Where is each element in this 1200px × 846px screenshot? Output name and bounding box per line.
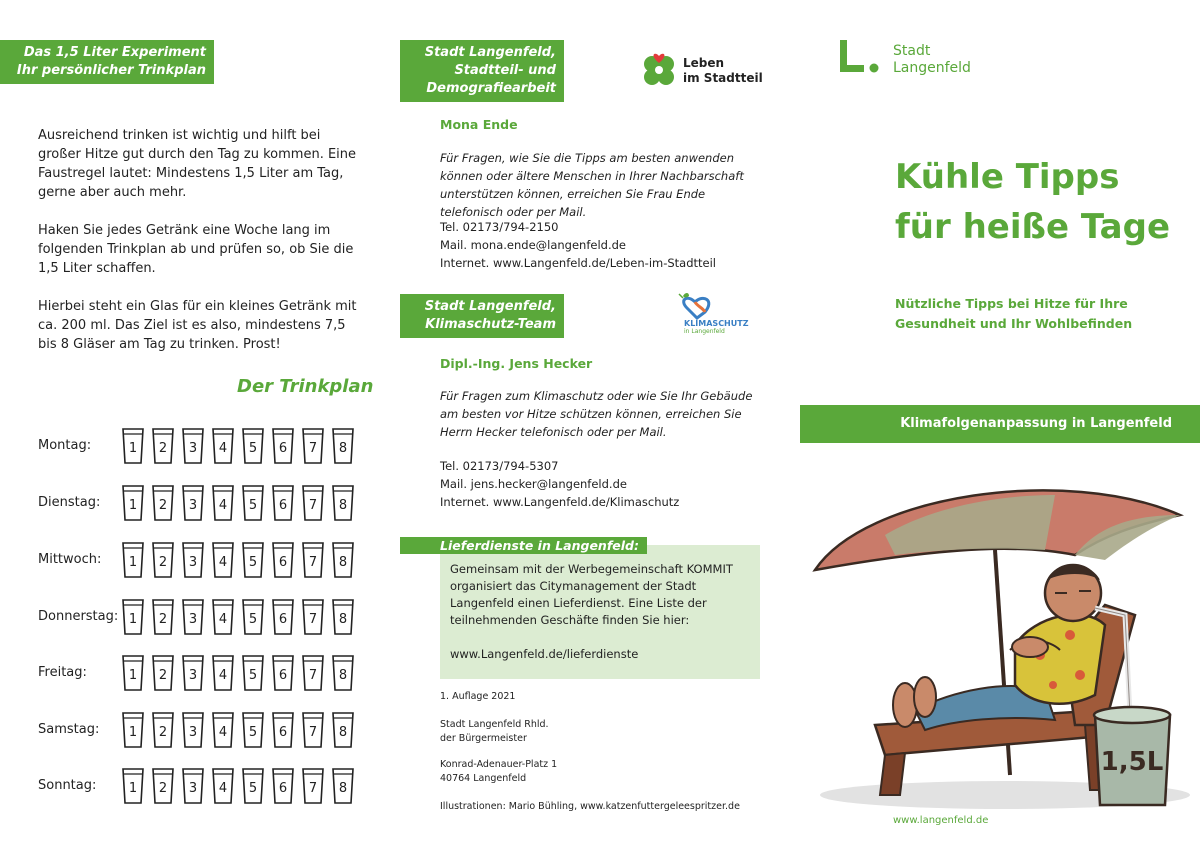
glass-number: 4 [218,498,228,513]
klimaschutz-header-line2: Klimaschutz-Team [425,317,556,332]
subtitle [895,294,1132,334]
day-label: Samstag: [38,721,100,737]
glass-checkbox[interactable] [302,709,324,749]
glass-checkbox[interactable] [182,425,204,465]
glasses-group [122,482,354,522]
glass-number: 2 [158,668,168,683]
contact2-phone: Tel. 02173/794-5307 [440,459,559,473]
glass-number: 2 [158,498,168,513]
glass-checkbox[interactable] [332,425,354,465]
glass-number: 4 [218,781,228,796]
glass-checkbox[interactable] [302,652,324,692]
glass-checkbox[interactable] [182,765,204,805]
glass-number: 6 [278,612,288,627]
glass-checkbox[interactable] [242,596,264,636]
glass-checkbox[interactable] [272,652,294,692]
glass-checkbox[interactable] [302,765,324,805]
contact2-description: Für Fragen zum Klimaschutz oder wie Sie Ihr Gebäude am besten vor Hitze schützen können, erreichen Sie Herrn Hecker telefonisch oder per Mail. [440,389,753,439]
website-link[interactable]: www.langenfeld.de [893,815,989,826]
glass-number: 6 [278,555,288,570]
intro-paragraph-1: Ausreichend trinken ist wichtig und hilft bei großer Hitze gut durch den Tag zu kommen. Eine Faustregel lautet: Mindestens 1,5 Liter am Tag, gerne aber auch mehr. [38,128,357,200]
subtitle-line1: Nützliche Tipps bei Hitze für Ihre [895,296,1128,311]
glass-number: 7 [308,612,318,627]
glass-number: 5 [248,725,258,740]
contact1-phone: Tel. 02173/794-2150 [440,220,559,234]
main-title-line2: für heiße Tage [895,207,1171,247]
glass-number: 8 [338,498,348,513]
stadtteil-header-line1: Stadt Langenfeld, [424,45,556,60]
glass-checkbox[interactable] [212,482,234,522]
glass-checkbox[interactable] [212,425,234,465]
glass-checkbox[interactable] [122,425,144,465]
glass-checkbox[interactable] [272,482,294,522]
glass-checkbox[interactable] [152,765,174,805]
glass-checkbox[interactable] [302,482,324,522]
glass-number: 7 [308,498,318,513]
day-label: Dienstag: [38,494,101,510]
glass-checkbox[interactable] [122,709,144,749]
glass-number: 4 [218,668,228,683]
experiment-header-line2: Ihr persönlicher Trinkplan [16,63,206,78]
glass-checkbox[interactable] [332,539,354,579]
glass-number: 6 [278,668,288,683]
glass-checkbox[interactable] [272,765,294,805]
glass-checkbox[interactable] [152,425,174,465]
glass-checkbox[interactable] [242,482,264,522]
glass-number: 3 [188,781,198,796]
glass-number: 3 [188,612,198,627]
stadt-langenfeld-logo-icon [840,40,882,76]
contact1-description: Für Fragen, wie Sie die Tipps am besten anwenden können oder ältere Menschen in Ihrer Nachbarschaft unterstützen können, erreichen Sie Frau Ende telefonisch oder per Mail. [440,151,744,219]
glasses-group [122,652,354,692]
glass-number: 1 [128,612,138,627]
glass-number: 5 [248,498,258,513]
contact1-details [440,218,716,272]
glass-checkbox[interactable] [332,482,354,522]
bucket-label: 1,5L [1100,747,1164,777]
trinkplan-row [38,424,368,466]
glass-checkbox[interactable] [302,539,324,579]
glass-checkbox[interactable] [212,765,234,805]
main-title [895,152,1170,252]
glass-number: 8 [338,725,348,740]
glass-checkbox[interactable] [332,765,354,805]
contact2-web[interactable]: Internet. www.Langenfeld.de/Klimaschutz [440,495,680,509]
glass-number: 8 [338,668,348,683]
glass-number: 2 [158,441,168,456]
klimaschutz-logo-icon [675,290,725,320]
klimafolgen-banner: Klimafolgenanpassung in Langenfeld [800,405,1200,443]
glass-checkbox[interactable] [122,596,144,636]
glass-number: 1 [128,555,138,570]
glass-checkbox[interactable] [122,539,144,579]
glass-number: 4 [218,441,228,456]
intro-paragraph-2: Haken Sie jedes Getränk eine Woche lang im folgenden Trinkplan ab und prüfen so, ob Sie die 1,5 Liter schaffen. [38,223,354,276]
klimaschutz-logo-text: KLIMASCHUTZ [684,319,749,328]
contact2-name: Dipl.-Ing. Jens Hecker [440,356,593,371]
imprint-illustrations: Illustrationen: Mario Bühling, www.katzenfuttergeleespritzer.de [440,801,740,812]
glass-number: 2 [158,781,168,796]
glass-checkbox[interactable] [182,709,204,749]
glass-number: 7 [308,555,318,570]
glass-number: 1 [128,668,138,683]
delivery-link[interactable]: www.Langenfeld.de/lieferdienste [450,647,639,661]
glasses-group [122,709,354,749]
trinkplan-row [38,595,368,637]
glasses-group [122,539,354,579]
trinkplan-row [38,708,368,750]
glass-number: 4 [218,555,228,570]
glass-number: 5 [248,441,258,456]
glass-checkbox[interactable] [332,709,354,749]
logo-line1: Stadt [893,43,931,59]
glass-number: 3 [188,441,198,456]
stadt-langenfeld-logo-text [893,43,971,77]
contact2-details [440,457,679,511]
klimaschutz-header-line1: Stadt Langenfeld, [424,299,556,314]
trinkplan-row [38,651,368,693]
glass-checkbox[interactable] [302,596,324,636]
glass-number: 6 [278,441,288,456]
day-label: Donnerstag: [38,608,119,624]
panel-trinkplan [0,0,400,846]
trinkplan-row [38,538,368,580]
glass-checkbox[interactable] [182,596,204,636]
glass-number: 5 [248,555,258,570]
imprint-addr-line1: Konrad-Adenauer-Platz 1 [440,759,558,770]
glass-checkbox[interactable] [212,596,234,636]
glass-number: 2 [158,612,168,627]
contact1-web[interactable]: Internet. www.Langenfeld.de/Leben-im-Stadtteil [440,256,716,270]
glass-checkbox[interactable] [242,425,264,465]
glass-number: 4 [218,725,228,740]
imprint-org-line1: Stadt Langenfeld Rhld. [440,719,549,730]
glass-checkbox[interactable] [302,425,324,465]
glass-number: 2 [158,555,168,570]
glass-checkbox[interactable] [182,652,204,692]
glass-number: 8 [338,612,348,627]
glass-number: 6 [278,498,288,513]
imprint-address [440,758,557,786]
glass-number: 3 [188,668,198,683]
glass-checkbox[interactable] [242,709,264,749]
man-under-parasol-illustration [805,475,1190,815]
logo-line2: Langenfeld [893,60,971,76]
glass-checkbox[interactable] [152,652,174,692]
glass-number: 1 [128,441,138,456]
glasses-group [122,596,354,636]
stadtteil-header-line3: Demografiearbeit [426,81,556,96]
imprint-organisation [440,718,549,746]
glass-number: 2 [158,725,168,740]
subtitle-line2: Gesundheit und Ihr Wohlbefinden [895,316,1133,331]
imprint-org-line2: der Bürgermeister [440,733,527,744]
day-label: Sonntag: [38,777,97,793]
glass-number: 7 [308,781,318,796]
glass-number: 8 [338,441,348,456]
glass-checkbox[interactable] [242,539,264,579]
experiment-header [0,40,214,84]
glass-checkbox[interactable] [272,709,294,749]
glass-checkbox[interactable] [212,539,234,579]
glass-number: 7 [308,441,318,456]
trinkplan-title: Der Trinkplan [237,376,374,397]
glass-checkbox[interactable] [182,539,204,579]
contact1-mail[interactable]: Mail. mona.ende@langenfeld.de [440,238,626,252]
glasses-group [122,765,354,805]
glass-checkbox[interactable] [272,539,294,579]
glass-number: 4 [218,612,228,627]
glass-checkbox[interactable] [182,482,204,522]
experiment-header-line1: Das 1,5 Liter Experiment [23,45,206,60]
imprint-addr-line2: 40764 Langenfeld [440,773,527,784]
glass-checkbox[interactable] [122,765,144,805]
glass-checkbox[interactable] [212,709,234,749]
glass-number: 5 [248,781,258,796]
glass-checkbox[interactable] [332,652,354,692]
glass-checkbox[interactable] [212,652,234,692]
glass-number: 3 [188,555,198,570]
trinkplan-row [38,481,368,523]
glass-checkbox[interactable] [332,596,354,636]
glass-checkbox[interactable] [242,652,264,692]
glass-number: 5 [248,612,258,627]
main-title-line1: Kühle Tipps [895,157,1120,197]
glass-number: 3 [188,498,198,513]
glass-checkbox[interactable] [152,709,174,749]
stadtteil-header [400,40,564,102]
glass-checkbox[interactable] [272,596,294,636]
glass-number: 7 [308,725,318,740]
glass-number: 3 [188,725,198,740]
leben-im-stadtteil-logo-icon [640,50,680,90]
day-label: Mittwoch: [38,551,102,567]
day-label: Montag: [38,437,92,453]
intro-text [38,126,363,373]
glass-number: 1 [128,725,138,740]
glass-checkbox[interactable] [122,652,144,692]
glasses-group [122,425,354,465]
glass-number: 1 [128,781,138,796]
imprint-edition: 1. Auflage 2021 [440,691,516,702]
glass-checkbox[interactable] [152,596,174,636]
delivery-label: Lieferdienste in Langenfeld: [400,537,647,554]
lis-logo-line2: im Stadtteil [683,71,763,85]
glass-number: 7 [308,668,318,683]
day-label: Freitag: [38,664,87,680]
delivery-info-box [440,545,760,679]
glass-number: 6 [278,781,288,796]
intro-paragraph-3: Hierbei steht ein Glas für ein kleines Getränk mit ca. 200 ml. Das Ziel ist es also, mindestens 7,5 bis 8 Gläser am Tag zu trinken. Prost! [38,299,357,352]
glass-checkbox[interactable] [272,425,294,465]
stadtteil-header-line2: Stadtteil- und [454,63,556,78]
contact2-mail[interactable]: Mail. jens.hecker@langenfeld.de [440,477,627,491]
delivery-text: Gemeinsam mit der Werbegemeinschaft KOMMIT organisiert das Citymanagement der Stadt Langenfeld einen Lieferdienst. Eine Liste der teilnehmenden Geschäfte finden Sie hier: [450,562,733,627]
leben-im-stadtteil-logo-text [683,56,763,86]
contact1-name: Mona Ende [440,117,518,132]
trinkplan-row [38,764,368,806]
lis-logo-line1: Leben [683,56,725,70]
klimaschutz-logo-subtext: in Langenfeld [684,328,725,335]
glass-checkbox[interactable] [242,765,264,805]
glass-number: 5 [248,668,258,683]
glass-checkbox[interactable] [122,482,144,522]
glass-number: 6 [278,725,288,740]
glass-checkbox[interactable] [152,482,174,522]
klimaschutz-header [400,294,564,338]
glass-number: 8 [338,555,348,570]
glass-number: 8 [338,781,348,796]
glass-checkbox[interactable] [152,539,174,579]
glass-number: 1 [128,498,138,513]
